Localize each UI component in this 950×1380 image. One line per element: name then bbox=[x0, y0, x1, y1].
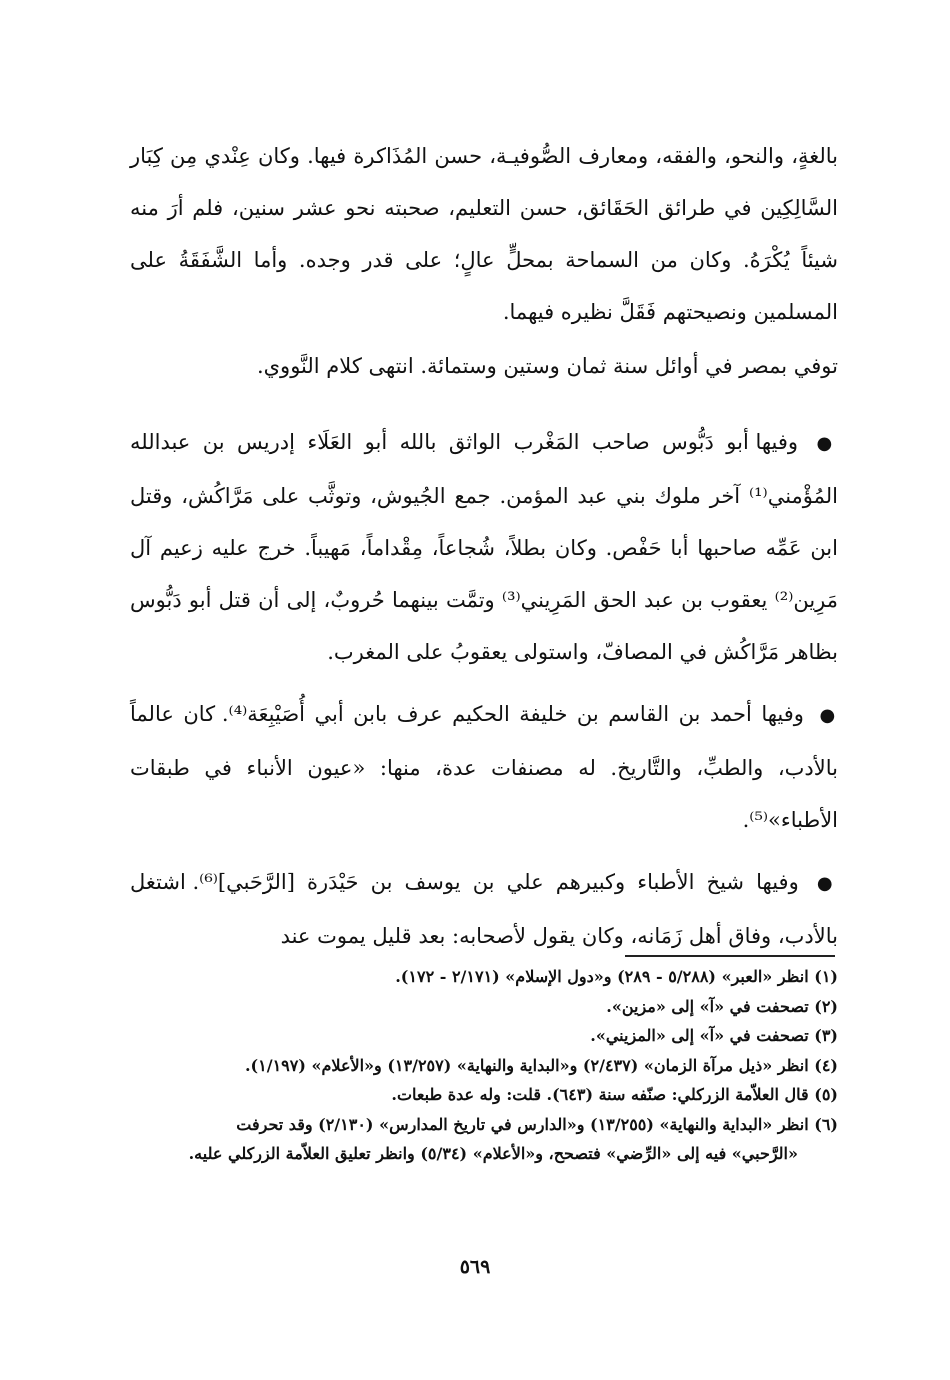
bullet-icon: ● bbox=[816, 873, 838, 894]
entry-text: وفيها أحمد بن القاسم بن خليفة الحكيم عرف بابن أبي أُصَيْبِعَة⁽⁴⁾. كان عالماً بالأدب، والطبِّ، والتَّاريخ. له مصنفات عدة، منها: «عيون الأنباء في طبقات الأطباء»⁽⁵⁾. bbox=[130, 702, 838, 832]
entry-al-rahabi bbox=[130, 856, 838, 962]
footnote-3: (٣) تصحفت في «آ» إلى «المزيني». bbox=[590, 1026, 838, 1045]
footnote-4: (٤) انظر «ذيل مرآة الزمان» (٢/٤٣٧) و«البداية والنهاية» (١٣/٢٥٧) و«الأعلام» (١/١٩٧). bbox=[244, 1055, 838, 1075]
footnote-separator bbox=[625, 955, 835, 957]
footnote-6: (٦) انظر «البداية والنهاية» (١٣/٢٥٥) و«الدارس في تاريخ المدارس» (٢/١٣٠) وقد تحرفت bbox=[236, 1114, 838, 1134]
entry-abu-dabbus bbox=[130, 416, 838, 678]
entry-text: وفيها أبو دَبُّوس صاحب المَغْرب الواثق بالله أبو العَلَاء إدريس بن عبدالله المُؤْمني⁽¹⁾ آخر ملوك بني عبد المؤمن. جمع الجُيوش، وتوثَّب على مَرَّاكُش، وقتل ابن عَمِّه صاحبها أبا حَفْص. وكان بطلاً، شُجاعاً، مِقْداماً، مَهيباً. خرج عليه زعيم آل مَرِين⁽²⁾ يعقوب بن عبد الحق المَرِيني⁽³⁾ وتمَّت بينهما حُروبٌ، إلى أن قتل أبو دَبُّوس بظاهر مَرَّاكُش في المصافّ، واستولى يعقوبُ على المغرب. bbox=[130, 430, 839, 664]
footnote-6-continuation: «الرَّحبي» فيه إلى «الرِّضي» فتصحح، و«الأعلام» (٥/٣٤) وانظر تعليق العلاّمة الزركلي عليه. bbox=[188, 1144, 798, 1163]
bullet-icon: ● bbox=[816, 433, 838, 454]
footnotes-section bbox=[130, 962, 838, 1169]
closing-paragraph: توفي بمصر في أوائل سنة ثمان وستين وستمائة. انتهى كلام النَّووي. bbox=[256, 354, 838, 378]
footnote-2: (٢) تصحفت في «آ» إلى «مزين». bbox=[606, 996, 838, 1016]
entry-ibn-abi-usaybia bbox=[130, 688, 838, 846]
footnote-1: (١) انظر «العبر» (٥/٢٨٨ - ٢٨٩) و«دول الإسلام» (٢/١٧١ - ١٧٢). bbox=[395, 967, 838, 986]
intro-paragraph: بالغةٍ، والنحو، والفقه، ومعارف الصُّوفيـة، حسن المُذَاكرة فيها. وكان عِنْدي مِن كِبَار السَّالِكِين في طرائق الحَقَائق، حسن التعليم، صحبته نحو عشر سنين، فلم أرَ منه شيئاً يُكْرَهُ. وكان من السماحة بمحلٍّ عالٍ؛ على قدر وجده. وأما الشَّفَقَةُ على المسلمين ونصيحتهم فَقَلَّ نظيره فيهما. bbox=[130, 144, 838, 324]
page-number: ٥٦٩ bbox=[459, 1256, 491, 1278]
footnote-5: (٥) قال العلاّمة الزركلي: صنّفه سنة (٦٤٣). قلت: وله عدة طبعات. bbox=[391, 1085, 838, 1104]
bullet-icon: ● bbox=[819, 705, 838, 726]
entry-text: وفيها شيخ الأطباء وكبيرهم علي بن يوسف بن حَيْدَرة [الرَّحَبي]⁽⁶⁾. اشتغل بالأدب، وفاق أهل زَمَانه، وكان يقول لأصحابه: بعد قليل يموت عند bbox=[130, 870, 838, 948]
main-text-body bbox=[130, 130, 838, 962]
